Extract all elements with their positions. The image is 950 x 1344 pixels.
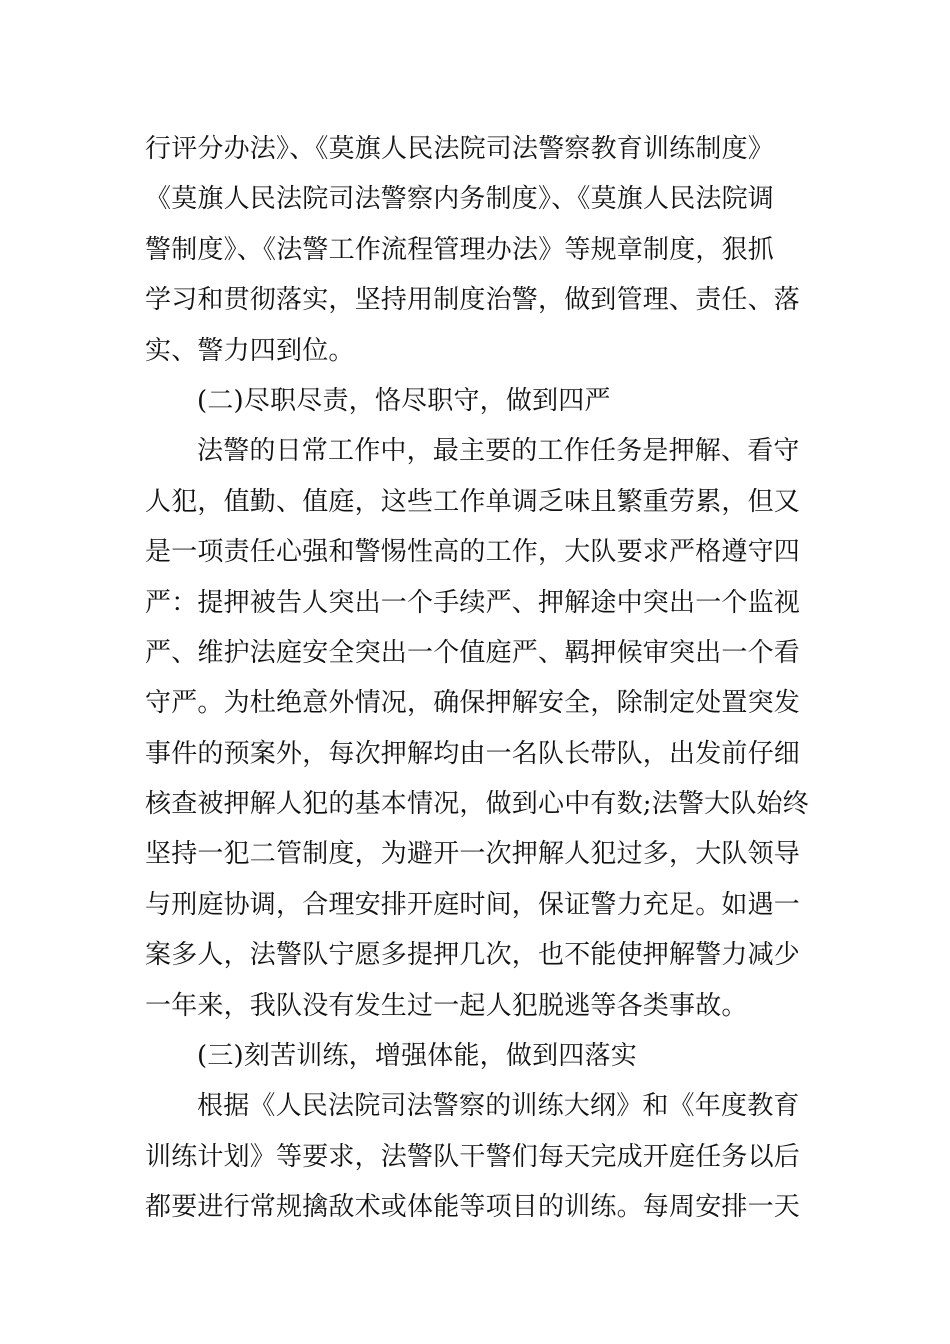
text-line: 事件的预案外，每次押解均由一名队长带队，出发前仔细 — [145, 738, 801, 769]
text-line: 与刑庭协调，合理安排开庭时间，保证警力充足。如遇一 — [145, 889, 801, 920]
section-heading-2: (二)尽职尽责，恪尽职守，做到四严 — [197, 385, 611, 416]
text-line: 都要进行常规擒敌术或体能等项目的训练。每周安排一天 — [145, 1192, 801, 1223]
text-line: 实、警力四到位。 — [145, 335, 355, 366]
text-line: 人犯，值勤、值庭，这些工作单调乏味且繁重劳累，但又 — [145, 486, 801, 517]
text-line: 行评分办法》、《莫旗人民法院司法警察教育训练制度》 — [145, 134, 775, 164]
text-line: 学习和贯彻落实，坚持用制度治警，做到管理、责任、落 — [145, 285, 801, 316]
text-line: 《莫旗人民法院司法警察内务制度》、《莫旗人民法院调 — [145, 184, 775, 215]
text-line: 严：提押被告人突出一个手续严、押解途中突出一个监视 — [145, 587, 801, 618]
text-line: 警制度》、《法警工作流程管理办法》等规章制度，狠抓 — [145, 234, 775, 265]
text-line: 守严。为杜绝意外情况，确保押解安全，除制定处置突发 — [145, 688, 801, 719]
text-line: 严、维护法庭安全突出一个值庭严、羁押候审突出一个看 — [145, 637, 801, 668]
text-line: 一年来，我队没有发生过一起人犯脱逃等各类事故。 — [145, 990, 748, 1021]
text-line: 坚持一犯二管制度，为避开一次押解人犯过多，大队领导 — [145, 839, 801, 870]
paragraph-start: 根据《人民法院司法警察的训练大纲》和《年度教育 — [197, 1091, 800, 1122]
section-heading-3: (三)刻苦训练，增强体能，做到四落实 — [197, 1041, 637, 1072]
text-line: 核查被押解人犯的基本情况，做到心中有数;法警大队始终 — [145, 789, 809, 820]
text-line: 训练计划》等要求，法警队干警们每天完成开庭任务以后 — [145, 1141, 801, 1172]
paragraph-start: 法警的日常工作中，最主要的工作任务是押解、看守 — [197, 436, 800, 467]
document-body — [145, 124, 810, 1233]
text-line: 案多人，法警队宁愿多提押几次，也不能使押解警力减少 — [145, 940, 801, 971]
text-line: 是一项责任心强和警惕性高的工作，大队要求严格遵守四 — [145, 537, 801, 568]
